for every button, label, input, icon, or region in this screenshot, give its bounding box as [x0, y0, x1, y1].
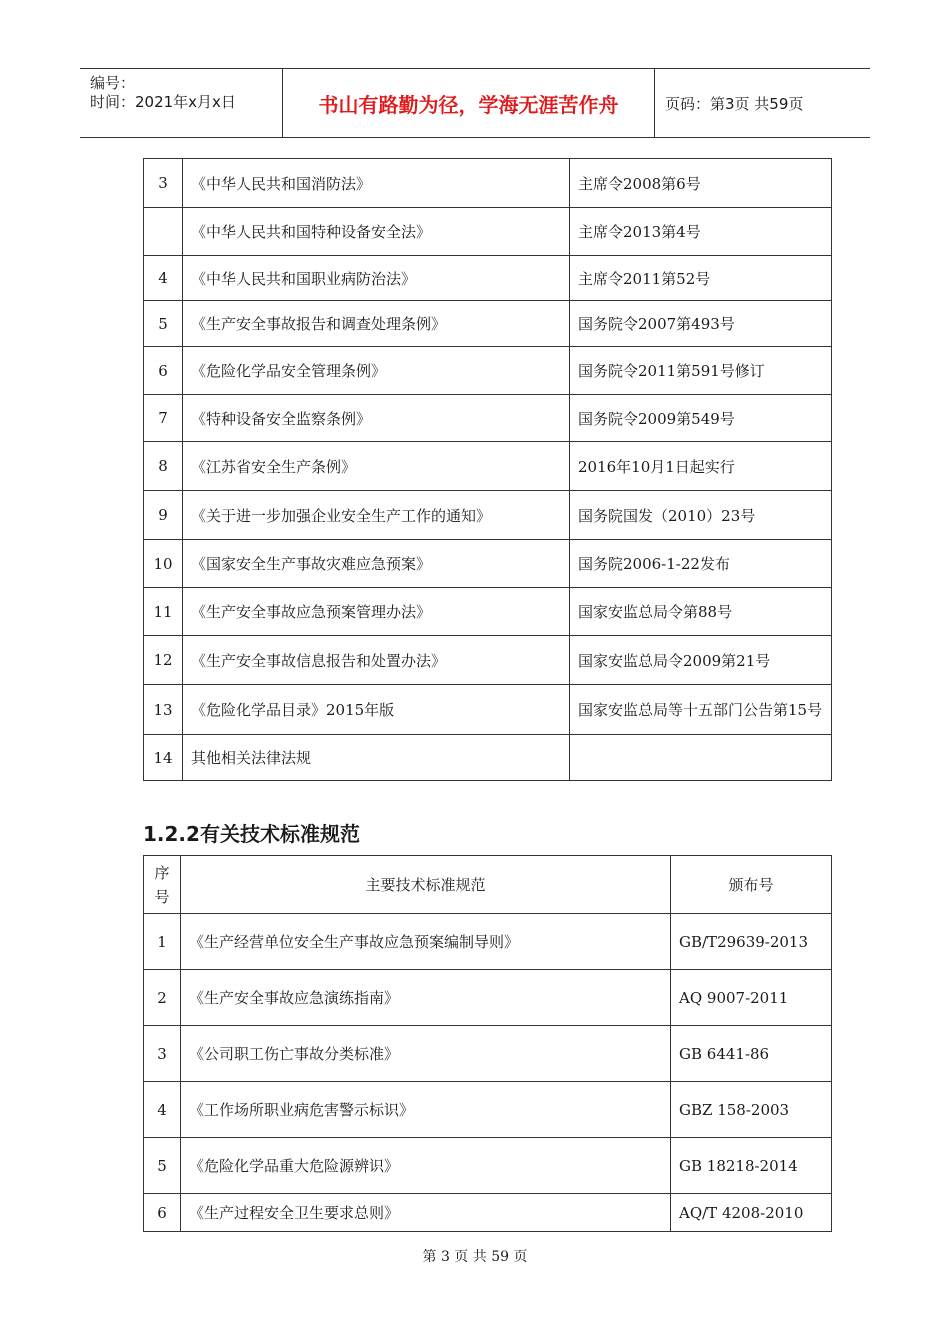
row-number: 2 [144, 970, 181, 1026]
table-row [144, 442, 832, 491]
page-header [80, 68, 870, 138]
section-heading: 1.2.2有关技术标准规范 [143, 822, 360, 846]
law-name: 《中华人民共和国职业病防治法》 [183, 256, 570, 301]
table-row [144, 301, 832, 347]
law-name: 《特种设备安全监察条例》 [183, 395, 570, 442]
time-label: 时间：2021年x月x日 [90, 93, 236, 111]
row-number: 3 [144, 159, 183, 208]
table-row [144, 636, 832, 685]
standard-code: GBZ 158-2003 [671, 1082, 832, 1138]
law-reference: 2016年10月1日起实行 [570, 442, 832, 491]
table-row [144, 735, 832, 781]
table-row [144, 395, 832, 442]
table-row [144, 685, 832, 735]
row-number: 10 [144, 540, 183, 588]
table-row [144, 159, 832, 208]
law-name: 其他相关法律法规 [183, 735, 570, 781]
table-row [144, 1082, 832, 1138]
table-row [144, 540, 832, 588]
row-number [144, 208, 183, 256]
law-reference: 国务院令2007第493号 [570, 301, 832, 347]
header-name: 主要技术标准规范 [181, 856, 671, 914]
table-row [144, 1026, 832, 1082]
law-reference: 国家安监总局令第88号 [570, 588, 832, 636]
page-footer: 第 3 页 共 59 页 [422, 1249, 528, 1265]
law-name: 《江苏省安全生产条例》 [183, 442, 570, 491]
table-row [144, 914, 832, 970]
table-row [144, 588, 832, 636]
standard-name: 《生产安全事故应急演练指南》 [181, 970, 671, 1026]
row-number: 13 [144, 685, 183, 735]
law-reference: 国务院国发（2010）23号 [570, 491, 832, 540]
table-row [144, 491, 832, 540]
law-reference: 国务院令2011第591号修订 [570, 347, 832, 395]
standard-name: 《工作场所职业病危害警示标识》 [181, 1082, 671, 1138]
standard-code: GB/T29639-2013 [671, 914, 832, 970]
header-motto: 书山有路勤为径，学海无涯苦作舟 [283, 69, 655, 137]
row-number: 14 [144, 735, 183, 781]
header-ref: 颁布号 [671, 856, 832, 914]
law-reference [570, 735, 832, 781]
row-number: 9 [144, 491, 183, 540]
law-name: 《中华人民共和国特种设备安全法》 [183, 208, 570, 256]
table-row [144, 256, 832, 301]
standard-name: 《生产过程安全卫生要求总则》 [181, 1194, 671, 1232]
row-number: 8 [144, 442, 183, 491]
row-number: 4 [144, 256, 183, 301]
row-number: 6 [144, 347, 183, 395]
table-row [144, 208, 832, 256]
law-name: 《危险化学品安全管理条例》 [183, 347, 570, 395]
standards-table [143, 855, 832, 1232]
law-name: 《生产安全事故信息报告和处置办法》 [183, 636, 570, 685]
law-name: 《中华人民共和国消防法》 [183, 159, 570, 208]
law-name: 《生产安全事故报告和调查处理条例》 [183, 301, 570, 347]
header-no: 序号 [144, 856, 181, 914]
law-name: 《国家安全生产事故灾难应急预案》 [183, 540, 570, 588]
header-meta [80, 69, 283, 137]
standards-header-row [144, 856, 832, 914]
row-number: 1 [144, 914, 181, 970]
row-number: 4 [144, 1082, 181, 1138]
table-row [144, 1194, 832, 1232]
table-row [144, 347, 832, 395]
row-number: 12 [144, 636, 183, 685]
law-reference: 主席令2008第6号 [570, 159, 832, 208]
law-reference: 主席令2013第4号 [570, 208, 832, 256]
standard-code: GB 18218-2014 [671, 1138, 832, 1194]
standard-name: 《公司职工伤亡事故分类标准》 [181, 1026, 671, 1082]
law-reference: 国家安监总局令2009第21号 [570, 636, 832, 685]
table-row [144, 1138, 832, 1194]
number-label: 编号： [90, 74, 136, 92]
standard-code: AQ/T 4208-2010 [671, 1194, 832, 1232]
law-reference: 主席令2011第52号 [570, 256, 832, 301]
laws-table [143, 158, 832, 781]
row-number: 6 [144, 1194, 181, 1232]
row-number: 11 [144, 588, 183, 636]
law-name: 《关于进一步加强企业安全生产工作的通知》 [183, 491, 570, 540]
law-reference: 国务院2006-1-22发布 [570, 540, 832, 588]
row-number: 5 [144, 1138, 181, 1194]
standard-code: GB 6441-86 [671, 1026, 832, 1082]
header-page-info: 页码：第3页 共59页 [665, 94, 804, 113]
law-name: 《生产安全事故应急预案管理办法》 [183, 588, 570, 636]
standard-name: 《生产经营单位安全生产事故应急预案编制导则》 [181, 914, 671, 970]
standard-code: AQ 9007-2011 [671, 970, 832, 1026]
row-number: 3 [144, 1026, 181, 1082]
standard-name: 《危险化学品重大危险源辨识》 [181, 1138, 671, 1194]
table-row [144, 970, 832, 1026]
row-number: 5 [144, 301, 183, 347]
law-reference: 国家安监总局等十五部门公告第15号 [570, 685, 832, 735]
law-reference: 国务院令2009第549号 [570, 395, 832, 442]
row-number: 7 [144, 395, 183, 442]
law-name: 《危险化学品目录》2015年版 [183, 685, 570, 735]
